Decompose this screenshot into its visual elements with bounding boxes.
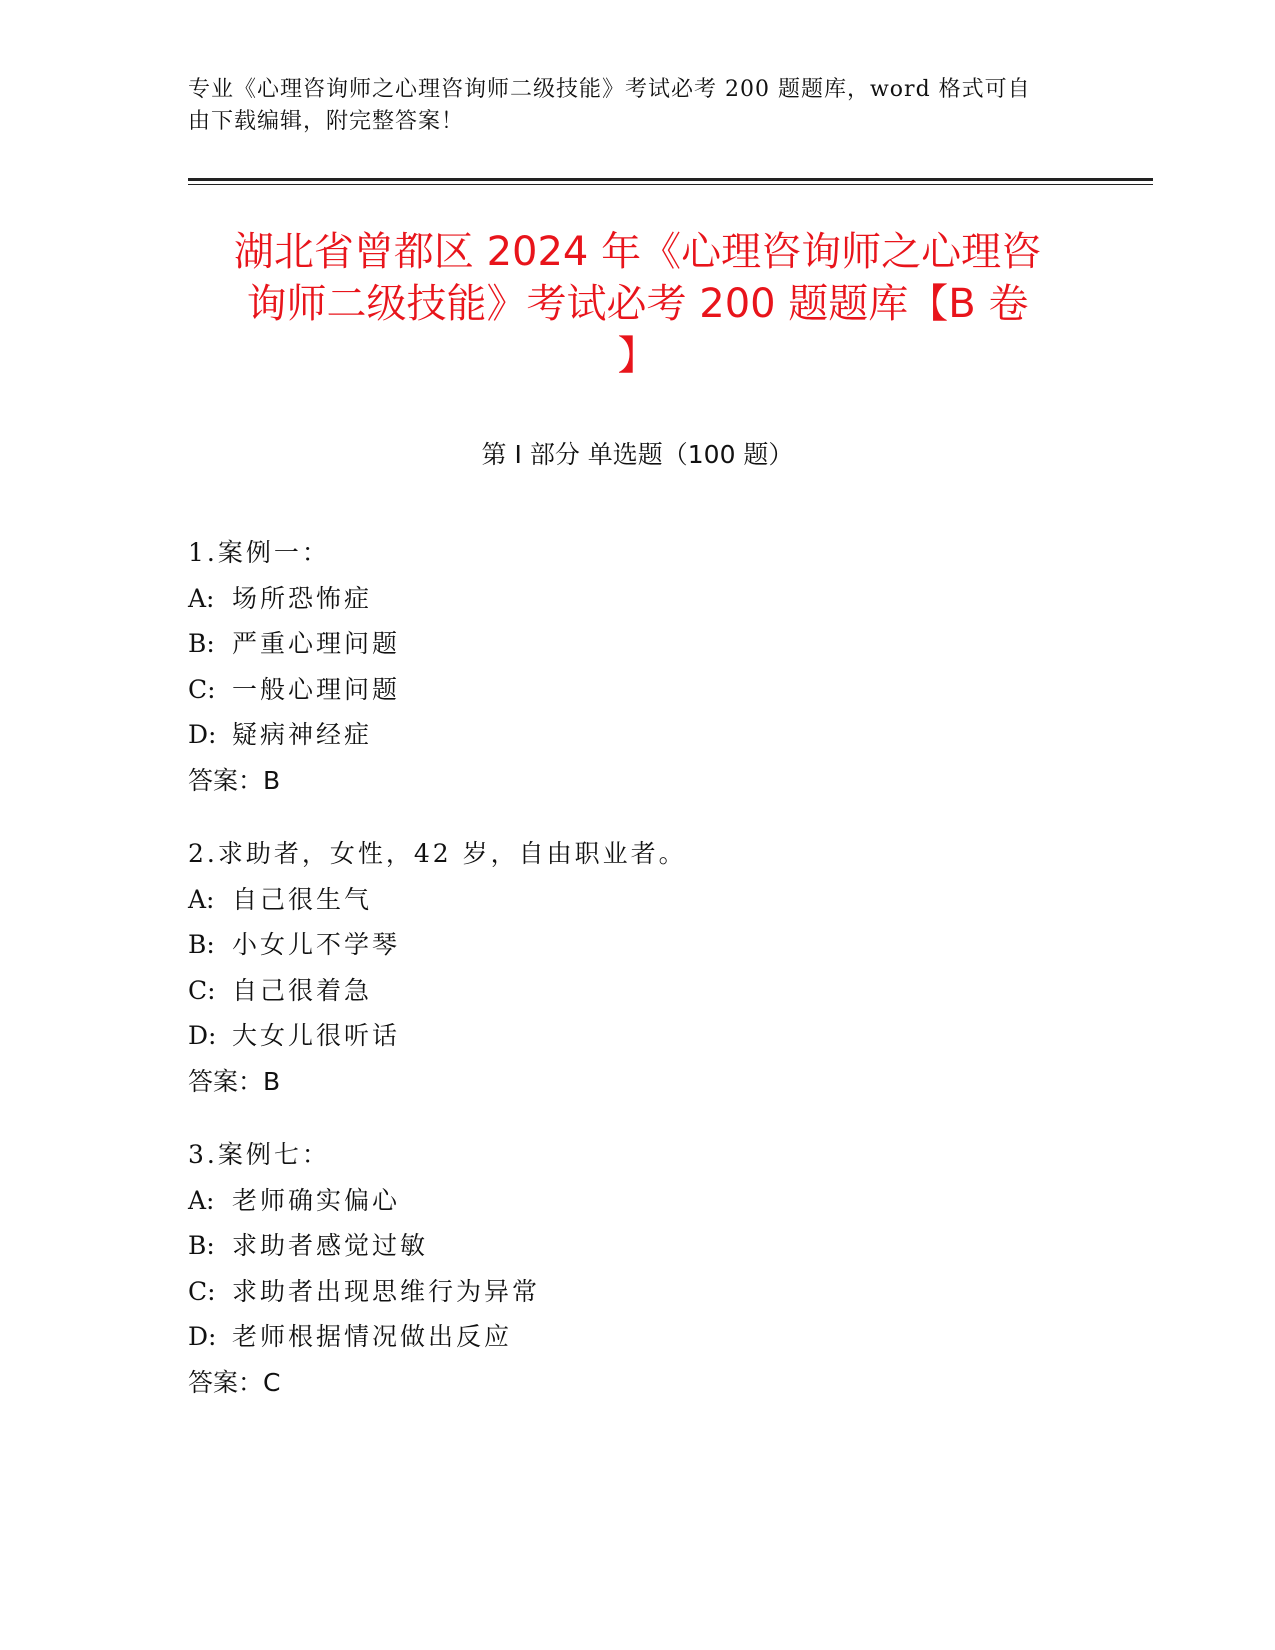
document-title [160,226,1115,382]
header-rule-thin [188,184,1153,185]
option-text: 小女儿不学琴 [232,930,401,959]
question-stem: 1.案例一： [188,538,330,567]
option-text: 疑病神经症 [232,720,373,749]
option-key: C: [188,1276,216,1306]
question-stem: 3.案例七： [188,1140,330,1169]
option-text: 求助者感觉过敏 [232,1231,429,1260]
option-key: D: [188,720,217,749]
option-key: D: [188,1021,217,1050]
option-text: 老师确实偏心 [232,1185,401,1215]
question-stem: 2.求助者，女性，42 岁，自由职业者。 [188,839,687,868]
header-note-line-1: 专业《心理咨询师之心理咨询师二级技能》考试必考 200 题题库，word 格式可自 [188,77,1031,102]
option-key: A: [188,583,215,613]
question-list [188,530,1088,1433]
answer-line: 答案：B [188,1066,281,1096]
answer-line: 答案：B [188,765,281,795]
option-a [188,576,1088,622]
option-key: A: [188,884,215,914]
option-key: C: [188,674,216,704]
option-text: 场所恐怖症 [232,583,373,613]
option-text: 大女儿很听话 [232,1021,401,1050]
option-text: 老师根据情况做出反应 [232,1322,513,1351]
option-c [188,968,1088,1014]
option-text: 自己很生气 [232,884,373,914]
option-key: B: [188,930,215,959]
option-d [188,1314,1088,1360]
option-key: A: [188,1185,215,1215]
option-b [188,922,1088,968]
document-title-line-3: 】 [617,333,658,379]
option-a [188,877,1088,923]
question-3 [188,1132,1088,1405]
option-key: B: [188,629,215,658]
answer-line: 答案：C [188,1367,281,1397]
option-b [188,621,1088,667]
question-2 [188,831,1088,1104]
header-note-line-2: 由下载编辑，附完整答案！ [188,109,465,134]
option-a [188,1178,1088,1224]
option-b [188,1223,1088,1269]
option-d [188,712,1088,758]
document-title-line-2: 询师二级技能》考试必考 200 题题库【B 卷 [246,281,1029,327]
option-text: 一般心理问题 [232,674,401,704]
section-title: 第 I 部分 单选题（100 题） [481,440,794,469]
header-rule-thick [188,178,1153,181]
option-text: 自己很着急 [232,975,373,1005]
option-text: 严重心理问题 [232,629,401,658]
option-d [188,1013,1088,1059]
document-title-line-1: 湖北省曾都区 2024 年《心理咨询师之心理咨 [233,229,1042,275]
option-text: 求助者出现思维行为异常 [232,1276,541,1306]
option-c [188,667,1088,713]
option-key: B: [188,1231,215,1260]
option-key: C: [188,975,216,1005]
option-key: D: [188,1322,217,1351]
question-1 [188,530,1088,803]
header-note [188,74,1068,138]
option-c [188,1269,1088,1315]
